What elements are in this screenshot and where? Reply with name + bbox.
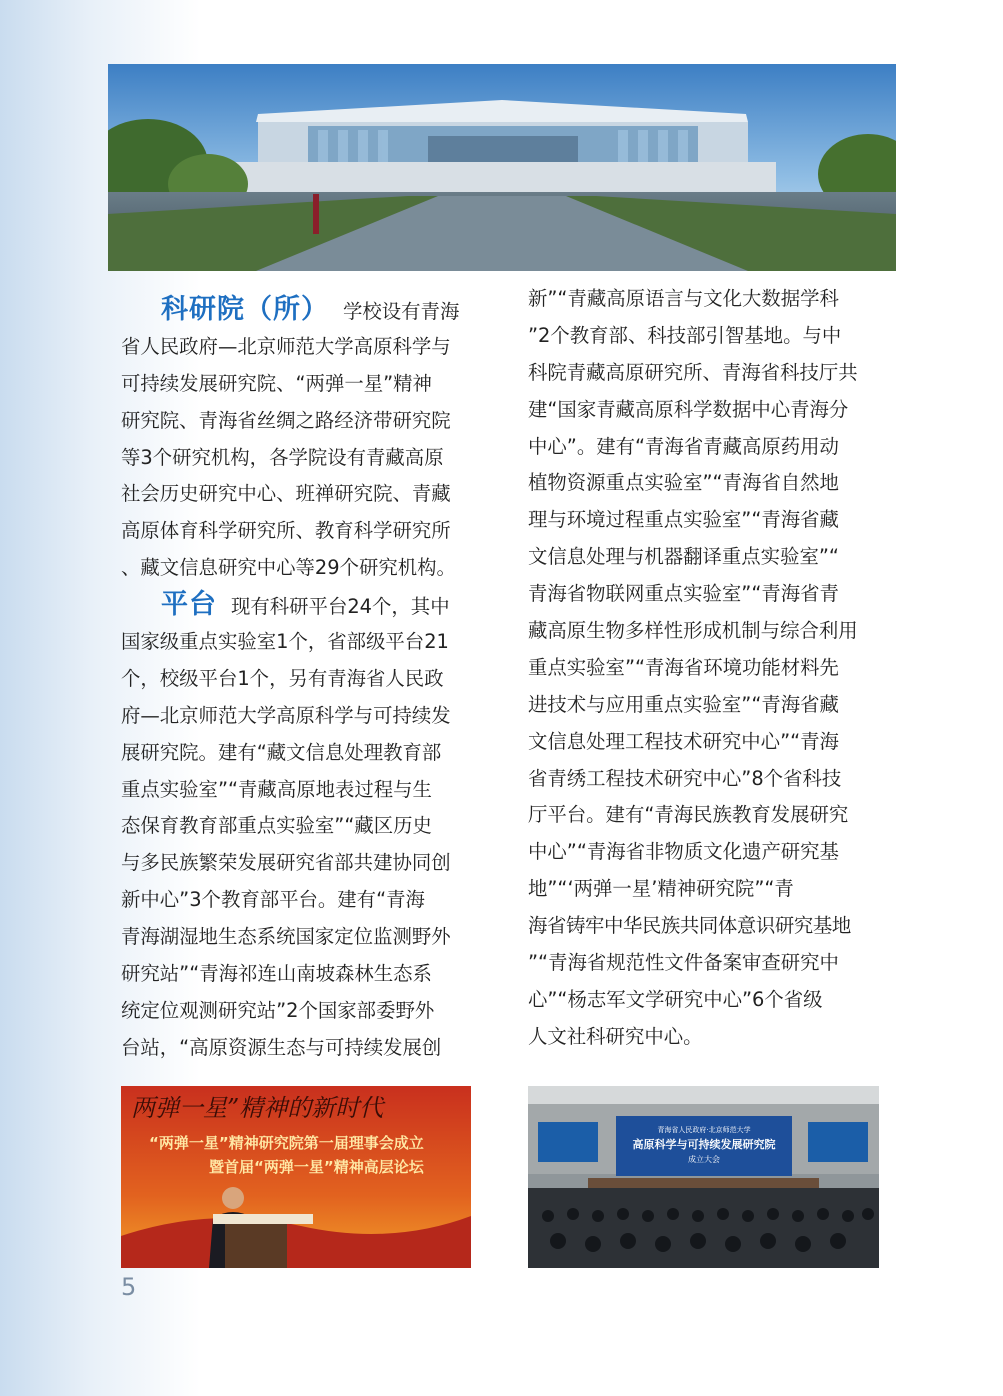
text-line: 青海湖湿地生态系统国家定位监测野外 xyxy=(121,925,451,949)
text-line: 新”“青藏高原语言与文化大数据学科 xyxy=(528,287,839,310)
page-number: 5 xyxy=(121,1273,137,1301)
text-line: 植物资源重点实验室”“青海省自然地 xyxy=(528,471,839,495)
forum-speaker-photo xyxy=(121,1086,471,1268)
text-line: 态保育教育部重点实验室”“藏区历史 xyxy=(121,814,432,838)
text-line: 府—北京师范大学高原科学与可持续发 xyxy=(121,703,451,727)
text-line: 文信息处理与机器翻译重点实验室”“ xyxy=(528,545,839,569)
text-line: 台站，“高原资源生态与可持续发展创 xyxy=(121,1035,442,1059)
text-line: 统定位观测研究站”2个国家部委野外 xyxy=(121,998,435,1022)
text-line: 现有科研平台24个，其中 xyxy=(231,595,450,619)
text-line: 青海省物联网重点实验室”“青海省青 xyxy=(528,582,839,606)
screen-line-3: 成立大会 xyxy=(688,1155,720,1164)
text-line: 研究站”“青海祁连山南坡森林生态系 xyxy=(121,962,432,986)
text-line: 研究院、青海省丝绸之路经济带研究院 xyxy=(121,408,451,432)
text-line: 藏高原生物多样性形成机制与综合利用 xyxy=(528,619,858,643)
text-line: 等3个研究机构，各学院设有青藏高原 xyxy=(121,445,444,469)
hero-campus-photo xyxy=(108,64,896,271)
screen-line-2: 高原科学与可持续发展研究院 xyxy=(632,1138,776,1151)
text-line: 中心”“青海省非物质文化遗产研究基 xyxy=(528,840,839,864)
text-line: 进技术与应用重点实验室”“青海省藏 xyxy=(528,692,839,716)
text-line: 与多民族繁荣发展研究省部共建协同创 xyxy=(121,851,451,875)
banner-line-1: “两弹一星”精神研究院第一届理事会成立 xyxy=(149,1134,424,1152)
text-line: 省青绣工程技术研究中心”8个省科技 xyxy=(528,766,842,790)
left-text-column xyxy=(121,292,473,1067)
section-heading-research-institutes: 科研院（所） xyxy=(161,294,329,325)
right-text-column xyxy=(528,281,880,1056)
text-line: 中心”。建有“青海省青藏高原药用动 xyxy=(528,434,839,458)
text-line: 新中心”3个教育部平台。建有“青海 xyxy=(121,888,425,912)
calligraphy-title: 两弹一星”精神的新时代 xyxy=(131,1094,384,1122)
text-line: 个，校级平台1个，另有青海省人民政 xyxy=(121,666,444,690)
text-line: 重点实验室”“青藏高原地表过程与生 xyxy=(121,777,432,801)
banner-line-2: 暨首届“两弹一星”精神高层论坛 xyxy=(209,1158,424,1176)
text-line: 理与环境过程重点实验室”“青海省藏 xyxy=(528,508,839,532)
text-line: 学校设有青海 xyxy=(343,300,460,323)
conference-hall-photo xyxy=(528,1086,879,1268)
text-line: 心”“杨志军文学研究中心”6个省级 xyxy=(528,987,823,1011)
text-line: 高原体育科学研究所、教育科学研究所 xyxy=(121,519,451,543)
text-line: ”“青海省规范性文件备案审查研究中 xyxy=(528,951,839,975)
text-line: 文信息处理工程技术研究中心”“青海 xyxy=(528,729,839,753)
text-line: 建“国家青藏高原科学数据中心青海分 xyxy=(528,397,849,421)
text-line: 国家级重点实验室1个，省部级平台21 xyxy=(121,630,449,654)
text-line: 地”“‘两弹一星’精神研究院”“青 xyxy=(528,877,794,901)
text-line: 可持续发展研究院、“两弹一星”精神 xyxy=(121,371,432,395)
text-line: 海省铸牢中华民族共同体意识研究基地 xyxy=(528,914,851,938)
text-line: 省人民政府—北京师范大学高原科学与 xyxy=(121,334,451,358)
text-line: 厅平台。建有“青海民族教育发展研究 xyxy=(528,803,849,827)
text-line: ”2个教育部、科技部引智基地。与中 xyxy=(528,323,842,347)
section-heading-platforms: 平台 xyxy=(161,589,217,621)
text-line: 科院青藏高原研究所、青海省科技厅共 xyxy=(528,360,858,384)
screen-line-1: 青海省人民政府·北京师范大学 xyxy=(657,1126,751,1134)
text-line: 、藏文信息研究中心等29个研究机构。 xyxy=(121,556,456,580)
text-line: 展研究院。建有“藏文信息处理教育部 xyxy=(121,740,442,764)
text-line: 人文社科研究中心。 xyxy=(528,1024,703,1048)
text-line: 重点实验室”“青海省环境功能材料先 xyxy=(528,655,839,679)
text-line: 社会历史研究中心、班禅研究院、青藏 xyxy=(121,482,451,506)
